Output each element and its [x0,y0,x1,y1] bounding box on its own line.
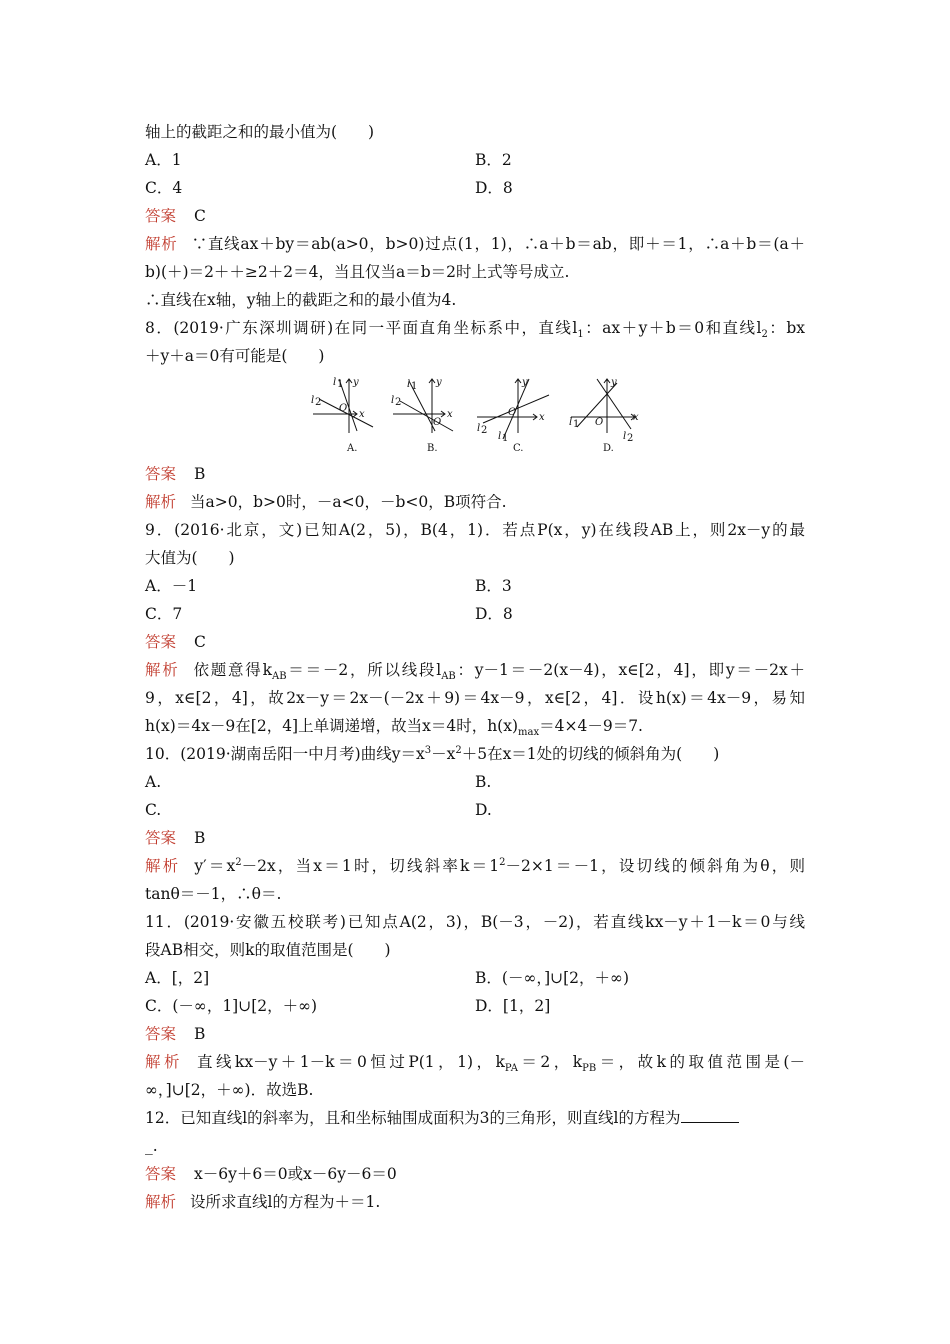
figure-a-y-label: y [353,377,359,388]
figure-b-l2-label: l [391,395,395,406]
q8-analysis: 解析 当a>0，b>0时，－a<0，－b<0，B项符合. [145,493,507,511]
q9-stem-line1: 9．(2016·北京，文)已知A(2，5)，B(4，1)．若点P(x，y)在线段AB上，则2x－y的最 [145,521,805,539]
q7-option-b: B．2 [475,151,512,169]
q9-analysis-line3: h(x)＝4x－9在[2，4]上单调递增，故当x＝4时，$h(x)_{max}=4\times 4-9=7$. [145,717,643,739]
q12-answer: 答案 x－6y＋6＝0或x－6y－6＝0 [145,1165,397,1183]
q10-analysis-line1: 解析 $y'=x^2-2x$，当x＝1时，切线斜率$k=1^2-2\times 1=-1$，设切线的倾斜角为θ，则 [145,856,805,875]
q8-stem-line2: ＋y＋a＝0有可能是( ) [145,347,325,365]
figure-b-caption: B. [427,443,438,454]
q7-options-row2 [145,178,805,198]
figure-a-l1-label: l [333,377,337,388]
answer-value: C [194,207,206,225]
analysis-label: 解析 [145,235,178,253]
q11-analysis-line1: 解析 直线kx－y＋1－k＝0恒过P(1，1)，$k_{PA}=2$，$k_{PB}=$，故k的取值范围是(－ [145,1053,805,1075]
q7-stem: 轴上的截距之和的最小值为( ) [145,123,375,141]
svg-text:2: 2 [315,397,322,408]
q10-answer: 答案 B [145,829,206,847]
q10-options-row1: A. B. [145,773,492,791]
figure-b-line-l2 [400,401,453,431]
q12-stem-line1: 12．已知直线l的斜率为，且和坐标轴围成面积为3的三角形，则直线l的方程为 [145,1108,805,1128]
figure-c-x-label: x [539,412,545,423]
figure-d-origin: O [595,417,604,428]
figure-a-origin: O [339,403,348,414]
figure-d-l2-label: l [623,431,627,442]
q9-options-row2: C．7 D．8 [145,605,513,623]
svg-text:2: 2 [395,397,402,408]
svg-text:1: 1 [502,433,509,444]
svg-text:2: 2 [627,433,634,444]
q11-answer: 答案 B [145,1025,206,1043]
q7-analysis-line2: b)(＋)＝2＋＋≥2＋2＝4，当且仅当a＝b＝2时上式等号成立. [145,263,570,281]
figure-c-l2-label: l [477,423,481,434]
svg-text:1: 1 [337,379,344,390]
figure-d-caption: D. [603,443,614,454]
q8-figure-svg [305,373,650,455]
q7-analysis-line1 [145,234,805,254]
q9-answer: 答案 C [145,633,206,651]
figure-a-x-label: x [359,409,365,420]
figure-c-l1-label: l [498,431,502,442]
figure-b-x-label: x [447,409,453,420]
q11-stem-line1: 11．(2019·安徽五校联考)已知点A(2，3)，B(－3，－2)，若直线kx－y＋1－k＝0与线 [145,913,805,931]
q9-options-row1: A．－1 B．3 [145,577,512,595]
answer-blank [681,1108,739,1123]
q7-option-a: A．1 [145,151,182,169]
figure-b-l1-label: l [407,379,411,390]
svg-text:1: 1 [411,381,418,392]
figure-a-caption: A. [347,443,358,454]
answer-label: 答案 [145,207,177,225]
figure-c-caption: C. [513,443,524,454]
q9-analysis-line1: 解析 依题意得$k_{AB}==-2$，所以线段$l_{AB}$：y－1＝－2(x－4)，x∈[2，4]，即y＝－2x＋ [145,661,805,683]
q8-figures [305,373,650,455]
q7-analysis-line3: ∴直线在x轴，y轴上的截距之和的最小值为4. [145,291,457,309]
q7-option-c: C．4 [145,179,183,197]
figure-b-origin: O [433,417,442,428]
q10-stem: 10．(2019·湖南岳阳一中月考)曲线$y=x^3-x^2+5$在x＝1处的切线的倾斜角为( ) [145,744,720,763]
q9-analysis-line2: 9，x∈[2，4]，故2x－y＝2x－(－2x＋9)＝4x－9，x∈[2，4]．设h(x)＝4x－9，易知 [145,689,805,707]
q8-stem-line1: 8．(2019·广东深圳调研)在同一平面直角坐标系中，直线$l_1$：ax＋y＋b＝0和直线$l_2$：bx [145,319,805,341]
svg-text:2: 2 [481,425,488,436]
q11-stem-line2: 段AB相交，则k的取值范围是( ) [145,941,391,959]
figure-d-x-label: x [633,412,639,423]
svg-text:1: 1 [573,419,580,430]
q7-answer [145,206,805,226]
q11-options-row1: A．[，2] B．(－∞，]∪[2，＋∞) [145,969,630,987]
analysis-text: ∵直线ax＋by＝ab(a>0，b>0)过点(1，1)，∴a＋b＝ab，即＋＝1，∴a＋b＝(a＋ [191,235,805,253]
q7-options-row1 [145,150,805,170]
figure-a-l2-label: l [311,395,315,406]
q10-analysis-line2: tanθ＝－1，∴θ＝. [145,885,282,903]
figure-b-y-label: y [436,377,442,388]
q7-option-d: D．8 [475,179,513,197]
q12-analysis: 解析 设所求直线l的方程为＋＝1. [145,1193,381,1211]
figure-c-y-label: y [522,377,528,388]
q9-stem-line2: 大值为( ) [145,549,235,567]
figure-c-origin: O [508,407,517,418]
figure-d-y-label: y [611,377,617,388]
q11-analysis-line2: ∞，]∪[2，＋∞)．故选B. [145,1081,314,1099]
q8-answer: 答案 B [145,465,206,483]
q10-options-row2: C. D. [145,801,492,819]
q11-options-row2: C．(－∞，1]∪[2，＋∞) D．[1，2] [145,997,551,1015]
figure-d-l1-label: l [569,417,573,428]
q12-stem-line2: _. [145,1137,158,1155]
